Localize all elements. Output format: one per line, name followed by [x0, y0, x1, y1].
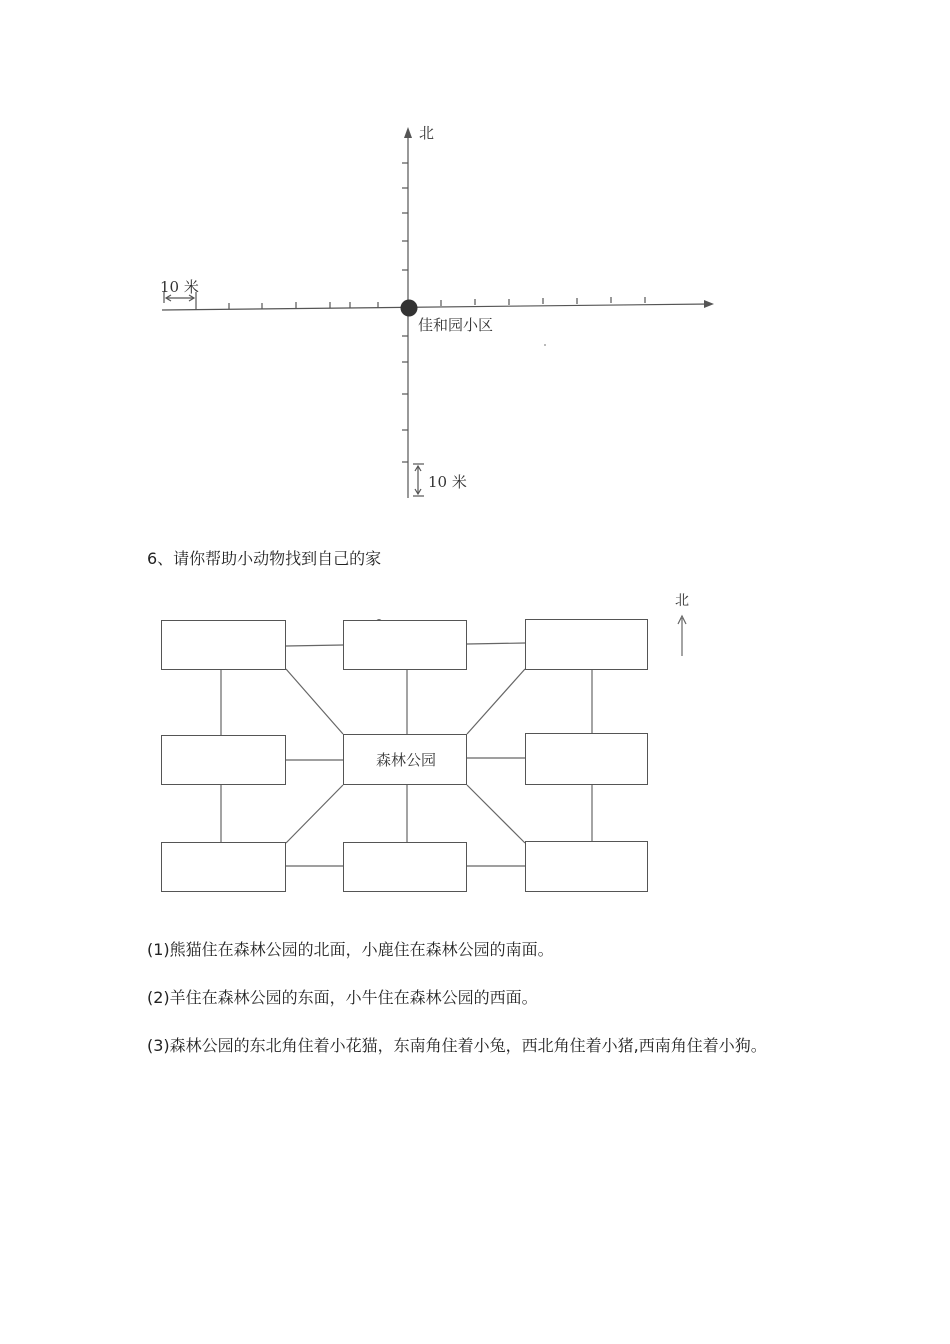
- house-southeast: [525, 841, 648, 892]
- house-north: [343, 620, 467, 670]
- house-east: [525, 733, 648, 785]
- origin-label: 佳和园小区: [418, 316, 494, 334]
- question-6-heading: 6、请你帮助小动物找到自己的家: [147, 549, 382, 568]
- house-northeast: [525, 619, 648, 670]
- house-south: [343, 842, 467, 892]
- forest-park-label: 森林公园: [376, 751, 437, 769]
- house-southwest: [161, 842, 286, 892]
- map-north-label: 北: [675, 593, 689, 609]
- north-label: 北: [419, 124, 435, 142]
- horizontal-scale-label: 10 米: [160, 278, 199, 296]
- question-6-item-3: (3)森林公园的东北角住着小花猫，东南角住着小兔，西北角住着小猪,西南角住着小狗。: [147, 1036, 767, 1055]
- house-west: [161, 735, 286, 785]
- question-6-item-2: (2)羊住在森林公园的东面，小牛住在森林公园的西面。: [147, 988, 538, 1007]
- house-northwest: [161, 620, 286, 670]
- question-6-item-1: (1)熊猫住在森林公园的北面，小鹿住在森林公园的南面。: [147, 940, 554, 959]
- vertical-scale-label: 10 米: [428, 473, 467, 491]
